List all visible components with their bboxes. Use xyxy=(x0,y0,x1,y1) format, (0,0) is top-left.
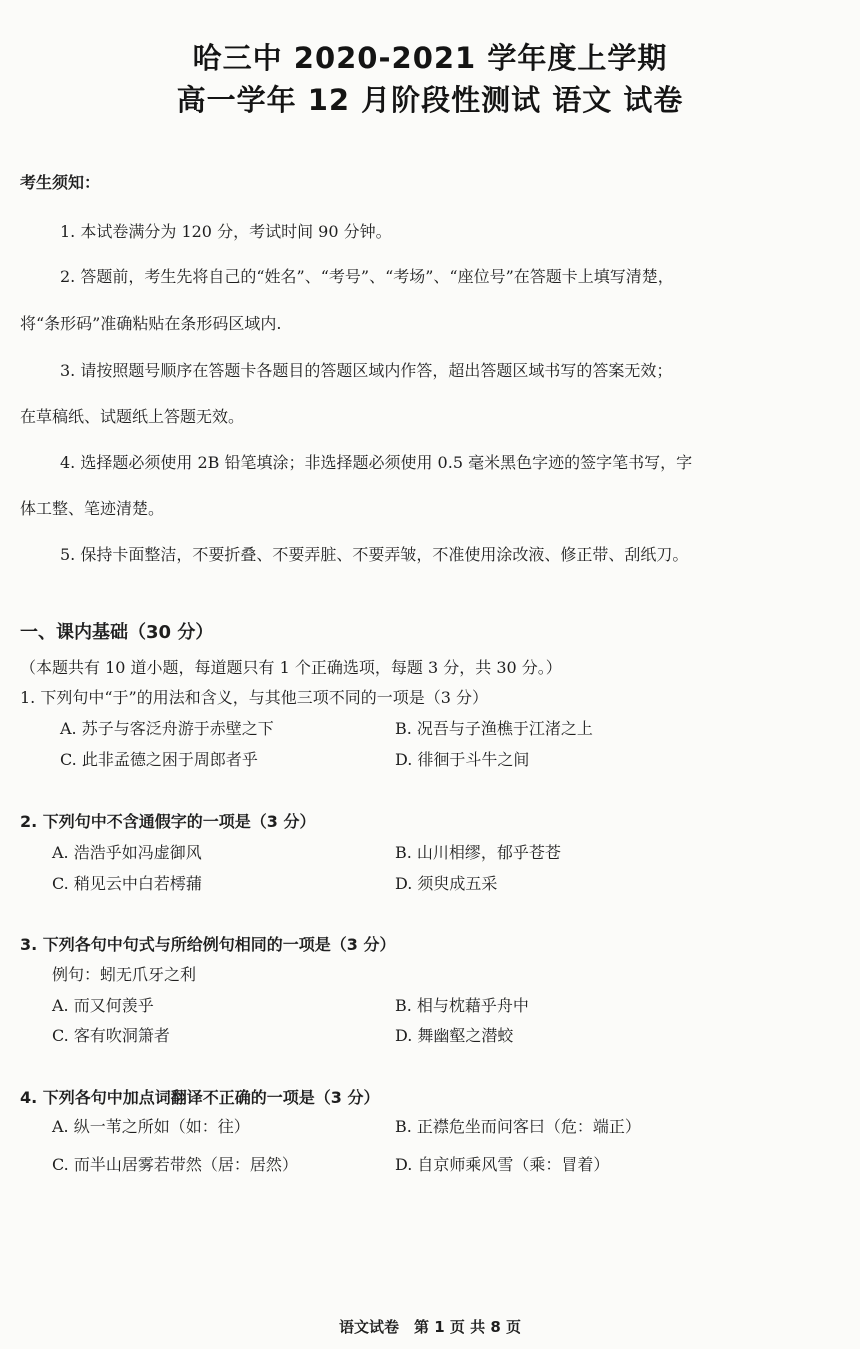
question-3-option-a: A. 而又何羡乎 xyxy=(52,996,154,1015)
question-3-stem: 3. 下列各句中句式与所给例句相同的一项是（3 分） xyxy=(20,935,396,954)
notice-item-4-cont: 体工整、笔迹清楚。 xyxy=(20,499,165,518)
section-heading: 一、课内基础（30 分） xyxy=(20,622,214,643)
question-1-option-c: C. 此非孟德之困于周郎者乎 xyxy=(60,750,258,769)
question-3-example: 例句：蚓无爪牙之利 xyxy=(52,965,197,984)
question-1-option-b: B. 况吾与子渔樵于江渚之上 xyxy=(395,719,593,738)
question-2-option-c: C. 稍见云中白若樗蒱 xyxy=(52,874,202,893)
question-2-option-d: D. 须臾成五采 xyxy=(395,874,498,893)
notice-item-4: 4. 选择题必须使用 2B 铅笔填涂；非选择题必须使用 0.5 毫米黑色字迹的签字笔书写，字 xyxy=(60,453,693,472)
notice-item-2: 2. 答题前，考生先将自己的“姓名”、“考号”、“考场”、“座位号”在答题卡上填写清楚， xyxy=(60,267,674,286)
question-4-option-b: B. 正襟危坐而问客曰（危：端正） xyxy=(395,1117,641,1136)
question-1-option-a: A. 苏子与客泛舟游于赤壁之下 xyxy=(60,719,274,738)
question-4-option-a: A. 纵一苇之所如（如：往） xyxy=(52,1117,250,1136)
exam-title-line1: 哈三中 2020-2021 学年度上学期 xyxy=(192,41,668,75)
question-4-option-c: C. 而半山居雾若带然（居：居然） xyxy=(52,1155,298,1174)
question-1-option-d: D. 徘徊于斗牛之间 xyxy=(395,750,530,769)
question-3-option-b: B. 相与枕藉乎舟中 xyxy=(395,996,529,1015)
notice-item-3: 3. 请按照题号顺序在答题卡各题目的答题区域内作答，超出答题区域书写的答案无效； xyxy=(60,361,673,380)
notice-item-5: 5. 保持卡面整洁，不要折叠、不要弄脏、不要弄皱，不准使用涂改液、修正带、刮纸刀。 xyxy=(60,545,689,564)
question-2-stem: 2. 下列句中不含通假字的一项是（3 分） xyxy=(20,812,316,831)
question-3-option-c: C. 客有吹洞箫者 xyxy=(52,1026,170,1045)
question-3-option-d: D. 舞幽壑之潜蛟 xyxy=(395,1026,514,1045)
notice-item-1: 1. 本试卷满分为 120 分，考试时间 90 分钟。 xyxy=(60,222,392,241)
question-4-stem: 4. 下列各句中加点词翻译不正确的一项是（3 分） xyxy=(20,1088,380,1107)
notice-heading: 考生须知： xyxy=(20,173,101,192)
question-2-option-b: B. 山川相缪，郁乎苍苍 xyxy=(395,843,561,862)
page-footer: 语文试卷 第 1 页 共 8 页 xyxy=(339,1318,521,1336)
question-2-option-a: A. 浩浩乎如冯虚御风 xyxy=(52,843,202,862)
notice-item-2-cont: 将“条形码”准确粘贴在条形码区域内. xyxy=(20,314,282,333)
section-instruction: （本题共有 10 道小题，每道题只有 1 个正确选项，每题 3 分，共 30 分。） xyxy=(20,658,562,677)
question-1-stem: 1. 下列句中“于”的用法和含义，与其他三项不同的一项是（3 分） xyxy=(20,688,488,707)
question-4-option-d: D. 自京师乘风雪（乘：冒着） xyxy=(395,1155,610,1174)
notice-item-3-cont: 在草稿纸、试题纸上答题无效。 xyxy=(20,407,245,426)
exam-title-line2: 高一学年 12 月阶段性测试 语文 试卷 xyxy=(176,83,684,117)
